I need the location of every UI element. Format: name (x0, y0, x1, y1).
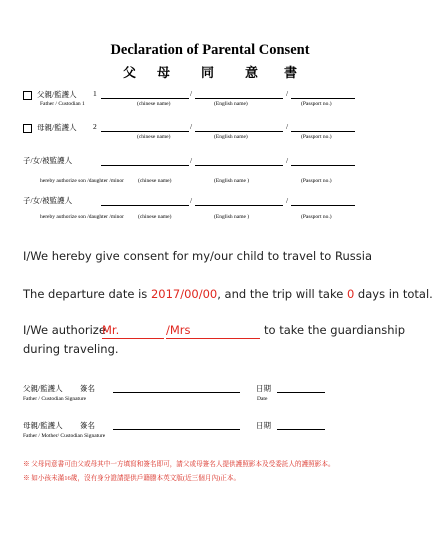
slash: / (190, 89, 193, 98)
chinese-name-caption: (chinese name) (137, 134, 171, 140)
child-1-english-name-field[interactable] (195, 165, 283, 166)
custodian-2-label: 母親/監護人 (37, 123, 77, 132)
guardian-mr[interactable]: Mr. (102, 323, 120, 337)
child-2-sub-label: hereby authorize son /daughter /minor (40, 214, 125, 220)
note-2: ※ 如小孩未滿16歲，沒有身分證請提供戶籍謄本英文版(近三個月內)正本。 (23, 475, 241, 482)
departure-date[interactable]: 2017/00/00 (150, 287, 218, 301)
custodian-2-chinese-name-field[interactable] (101, 131, 189, 132)
form-title-char-2: 母 (157, 65, 171, 80)
child-1-label: 子/女/被監護人 (23, 156, 73, 165)
child-2-english-name-field[interactable] (195, 205, 283, 206)
chinese-name-caption: (chinese name) (138, 178, 172, 184)
form-title-char-1: 父 (123, 65, 137, 80)
child-1-sub-label: hereby authorize son /daughter /minor (40, 178, 125, 184)
child-1-passport-field[interactable] (291, 165, 355, 166)
departure-suffix: days in total. (354, 287, 433, 301)
authorize-line-2: during traveling. (23, 342, 119, 356)
custodian-2-checkbox[interactable] (23, 124, 32, 133)
departure-sentence (23, 287, 433, 301)
custodian-2-number: 2 (93, 122, 97, 131)
signature-2-label: 母親/監護人 (23, 421, 63, 430)
slash: / (286, 89, 289, 98)
slash: / (286, 122, 289, 131)
signature-2-sub-label: Father / Mother/ Custodian Signature (23, 433, 106, 439)
signature-2-date-label: 日期 (256, 421, 271, 430)
custodian-1-number: 1 (93, 89, 97, 98)
authorize-prefix: I/We authorize (23, 323, 106, 337)
child-2-passport-field[interactable] (291, 205, 355, 206)
trip-days[interactable]: 0 (346, 287, 355, 301)
signature-1-date-field[interactable] (277, 392, 325, 393)
passport-caption: (Passport no.) (301, 101, 332, 107)
signature-1-date-label: 日期 (256, 384, 271, 393)
english-name-caption: (English name ) (214, 214, 250, 220)
slash: / (190, 122, 193, 131)
signature-2-field[interactable] (113, 429, 240, 430)
guardian-mrs[interactable]: /Mrs (166, 323, 191, 337)
custodian-1-english-name-field[interactable] (195, 98, 283, 99)
authorize-suffix: to take the guardianship (264, 323, 406, 337)
custodian-1-checkbox[interactable] (23, 91, 32, 100)
child-2-label: 子/女/被監護人 (23, 196, 73, 205)
signature-1-date-sub-label: Date (257, 396, 268, 402)
signature-1-sign-label: 簽名 (80, 384, 95, 393)
signature-1-field[interactable] (113, 392, 240, 393)
custodian-1-passport-field[interactable] (291, 98, 355, 99)
chinese-name-caption: (chinese name) (138, 214, 172, 220)
slash: / (286, 196, 289, 205)
signature-2-sign-label: 簽名 (80, 421, 95, 430)
signature-2-date-field[interactable] (277, 429, 325, 430)
slash: / (286, 156, 289, 165)
consent-statement: I/We hereby give consent for my/our child to travel to Russia (23, 249, 372, 263)
form-title-english: Declaration of Parental Consent (110, 42, 310, 58)
guardian-mr-underline (102, 338, 164, 339)
signature-1-sub-label: Father / Custodian Signature (23, 396, 87, 402)
english-name-caption: (English name ) (214, 178, 250, 184)
passport-caption: (Passport no.) (301, 214, 332, 220)
form-title-char-5: 書 (284, 65, 298, 80)
custodian-1-chinese-name-field[interactable] (101, 98, 189, 99)
custodian-2-english-name-field[interactable] (195, 131, 283, 132)
guardian-mrs-underline (166, 338, 260, 339)
passport-caption: (Passport no.) (301, 134, 332, 140)
departure-prefix: The departure date is (23, 287, 151, 301)
child-2-chinese-name-field[interactable] (101, 205, 189, 206)
departure-middle: , and the trip will take (217, 287, 347, 301)
english-name-caption: (English name) (214, 134, 248, 140)
slash: / (190, 196, 193, 205)
note-1: ※ 父母同意書可由父或母其中一方填寫和簽名即可，請父或母簽名人提供護照影本及受委託人的護照影本。 (23, 461, 335, 468)
custodian-1-sub-label: Father / Custodian 1 (40, 101, 85, 107)
form-title-char-4: 意 (245, 65, 259, 80)
custodian-1-label: 父親/監護人 (37, 90, 77, 99)
chinese-name-caption: (chinese name) (137, 101, 171, 107)
english-name-caption: (English name) (214, 101, 248, 107)
signature-1-label: 父親/監護人 (23, 384, 63, 393)
form-title-char-3: 同 (201, 65, 215, 80)
custodian-2-passport-field[interactable] (291, 131, 355, 132)
slash: / (190, 156, 193, 165)
child-1-chinese-name-field[interactable] (101, 165, 189, 166)
passport-caption: (Passport no.) (301, 178, 332, 184)
